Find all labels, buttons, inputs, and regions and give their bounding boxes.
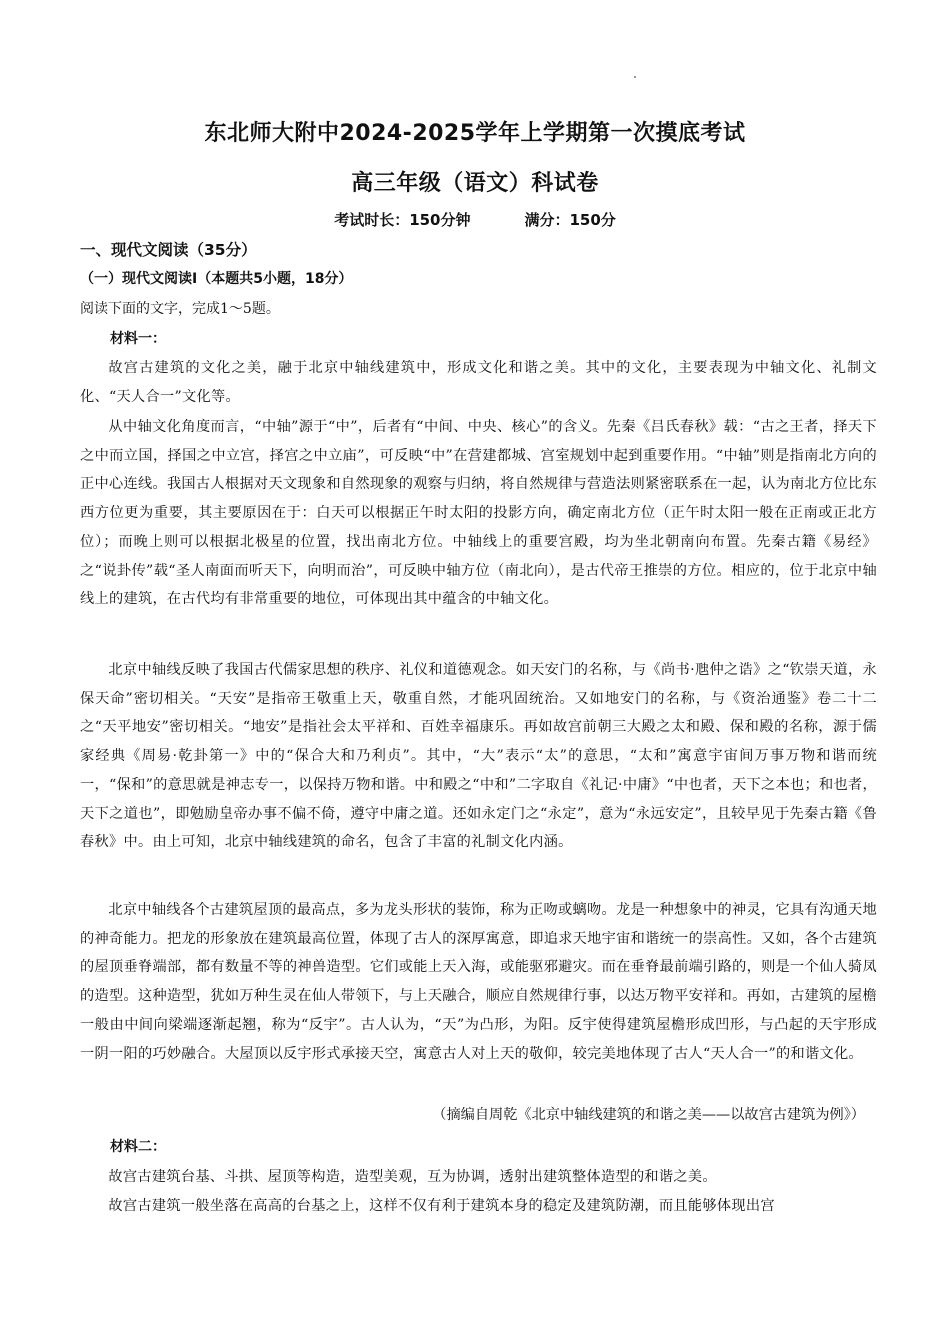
material-two-paragraph: 故宫古建筑一般坐落在高高的台基之上，这样不仅有利于建筑本身的稳定及建筑防潮，而且能够体现出宫 bbox=[108, 1198, 775, 1214]
exam-duration: 考试时长：150分钟 bbox=[334, 211, 471, 229]
material-two-label: 材料二： bbox=[110, 1139, 166, 1155]
exam-info bbox=[0, 209, 950, 230]
material-one-paragraph: 从中轴文化角度而言，“中轴”源于“中”，后者有“中间、中央、核心”的含义。先秦《吕氏春秋》载：“古之王者，择天下之中而立国，择国之中立宫，择宫之中立庙”，可反映“中”在营建都城、宫室规划中起到重要作用。“中轴”则是指南北方向的正中心连线。我国古人根据对天文现象和自然现象的观察与归纳，将自然规律与营造法则紧密联系在一起，认为南北方位比东西方位更为重要，其主要原因在于：白天可以根据正午时太阳的投影方向，确定南北方位（正午时太阳一般在正南或正北方位）；而晚上则可以根据北极星的位置，找出南北方位。中轴线上的重要宫殿，均为坐北朝南向布置。先秦古籍《易经》之“说卦传”载“圣人南面而听天下，向明而治”，可反映中轴方位（南北向），是古代帝王推崇的方位。相应的，位于北京中轴线上的建筑，在古代均有非常重要的地位，可体现出其中蕴含的中轴文化。 bbox=[80, 419, 877, 608]
material-two-paragraph: 故宫古建筑台基、斗拱、屋顶等构造，造型美观，互为协调，透射出建筑整体造型的和谐之美。 bbox=[108, 1169, 717, 1185]
section-heading: 一、现代文阅读（35分） bbox=[80, 241, 257, 259]
material-one-paragraph: 北京中轴线反映了我国古代儒家思想的秩序、礼仪和道德观念。如天安门的名称，与《尚书·虺仲之诰》之“钦崇天道，永保天命”密切相关。“天安”是指帝王敬重上天，敬重自然，才能巩固统治。又如地安门的名称，与《资治通鉴》卷二十二之“天平地安”密切相关。“地安”是指社会太平祥和、百姓幸福康乐。再如故宫前朝三大殿之太和殿、保和殿的名称，源于儒家经典《周易·乾卦第一》中的“保合大和乃利贞”。其中，“大”表示“太”的意思，“太和”寓意宇宙间万事万物和谐而统一，“保和”的意思就是神志专一，以保持万物和谐。中和殿之“中和”二字取自《礼记·中庸》“中也者，天下之本也；和也者，天下之道也”，即勉励皇帝办事不偏不倚，遵守中庸之道。还如永定门之“永定”，意为“永远安定”，且较早见于先秦古籍《鲁春秋》中。由上可知，北京中轴线建筑的命名，包含了丰富的礼制文化内涵。 bbox=[80, 662, 877, 851]
material-one-citation: （摘编自周乾《北京中轴线建筑的和谐之美——以故宫古建筑为例》） bbox=[432, 1107, 865, 1123]
section-subheading: （一）现代文阅读Ⅰ（本题共5小题，18分） bbox=[80, 271, 353, 287]
reading-instruction: 阅读下面的文字，完成1～5题。 bbox=[80, 301, 280, 317]
exam-subtitle: 高三年级（语文）科试卷 bbox=[351, 171, 599, 196]
material-one-label: 材料一： bbox=[110, 331, 166, 347]
material-one-paragraph: 故宫古建筑的文化之美，融于北京中轴线建筑中，形成文化和谐之美。其中的文化，主要表现为中轴文化、礼制文化、“天人合一”文化等。 bbox=[80, 360, 877, 405]
scan-dot-mark bbox=[634, 76, 636, 78]
exam-full-score: 满分：150分 bbox=[524, 211, 616, 229]
exam-title: 东北师大附中2024-2025学年上学期第一次摸底考试 bbox=[204, 121, 746, 146]
material-one-paragraph: 北京中轴线各个古建筑屋顶的最高点，多为龙头形状的装饰，称为正吻或螭吻。龙是一种想象中的神灵，它具有沟通天地的神奇能力。把龙的形象放在建筑最高位置，体现了古人的深厚寓意，即追求天地宇宙和谐统一的崇高性。又如，各个古建筑的屋顶垂脊端部，都有数量不等的神兽造型。它们或能上天入海，或能驱邪避灾。而在垂脊最前端引路的，则是一个仙人骑凤的造型。这种造型，犹如万种生灵在仙人带领下，与上天融合，顺应自然规律行事，以达万物平安祥和。再如，古建筑的屋檐一般由中间向梁端逐渐起翘，称为“反宇”。古人认为，“天”为凸形，为阳。反宇使得建筑屋檐形成凹形，与凸起的天宇形成一阴一阳的巧妙融合。大屋顶以反宇形式承接天空，寓意古人对上天的敬仰，较完美地体现了古人“天人合一”的和谐文化。 bbox=[80, 902, 877, 1062]
